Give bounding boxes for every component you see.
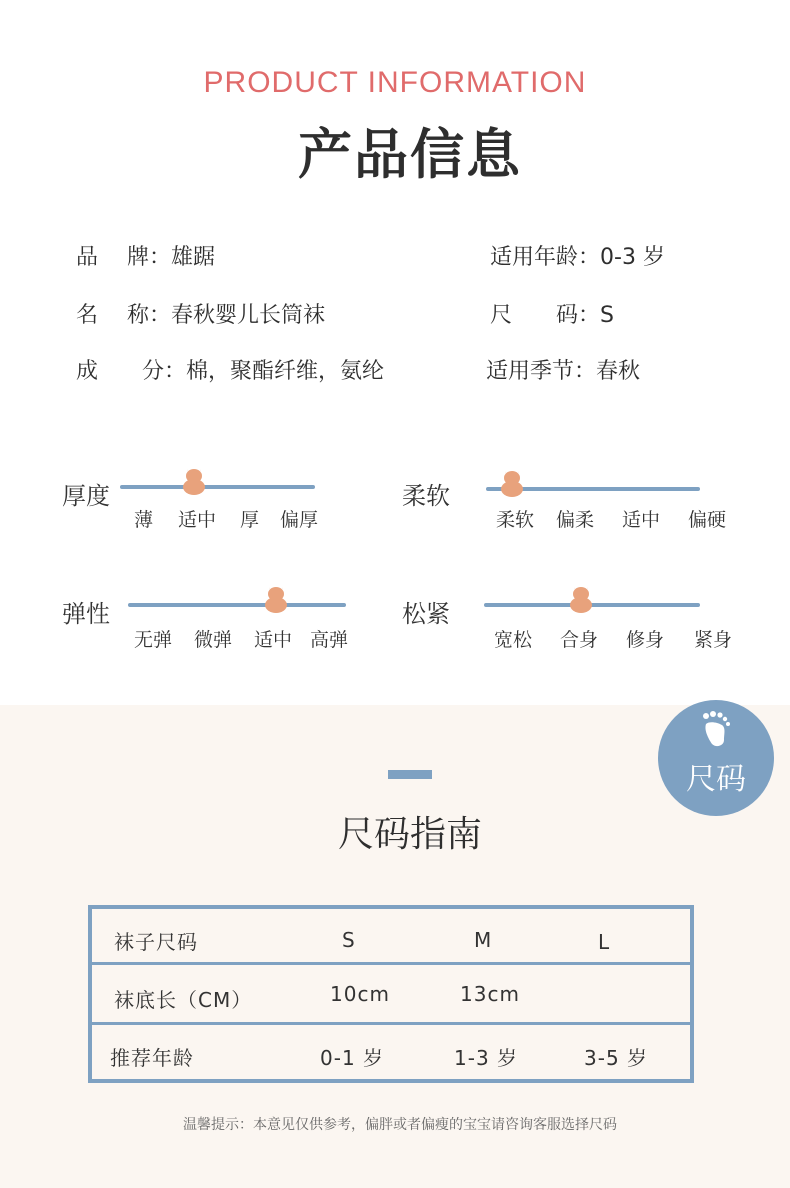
age-label: 适用年龄：: [490, 245, 601, 270]
brand-row: [76, 240, 215, 271]
size-guide-title: 尺码指南: [337, 814, 482, 855]
thickness-label: 厚度: [62, 482, 110, 510]
material-label: 成 分：: [76, 359, 187, 384]
name-label: 名 称：: [76, 303, 171, 328]
table-cell: 0-1 岁: [320, 1046, 385, 1070]
table-header-cell: M: [474, 928, 493, 952]
size-badge-label: 尺码: [686, 762, 746, 797]
softness-tick-2: 偏柔: [556, 509, 595, 531]
age-row: [490, 240, 665, 271]
size-row: [490, 298, 614, 329]
age-value: 0-3 岁: [600, 245, 665, 270]
table-cell: 1-3 岁: [454, 1046, 519, 1070]
season-row: [486, 354, 640, 385]
table-header-cell: S: [342, 928, 356, 952]
tightness-tick-4: 紧身: [694, 629, 733, 651]
size-label: 尺 码：: [490, 303, 601, 328]
size-value: S: [600, 303, 614, 328]
elasticity-tick-1: 无弹: [134, 629, 173, 651]
elasticity-tick-4: 高弹: [310, 629, 349, 651]
softness-tick-3: 适中: [622, 509, 661, 531]
material-row: [76, 354, 384, 385]
brand-value: 雄踞: [171, 245, 216, 270]
table-header-cell: 袜子尺码: [114, 930, 198, 954]
table-cell: 袜底长（CM）: [114, 988, 253, 1012]
tightness-label: 松紧: [402, 600, 450, 628]
table-cell: 13cm: [460, 982, 520, 1006]
softness-label: 柔软: [402, 482, 450, 510]
table-cell: 3-5 岁: [584, 1046, 649, 1070]
softness-bear-icon: [496, 465, 528, 497]
elasticity-tick-2: 微弹: [194, 629, 233, 651]
thickness-track: [120, 485, 315, 489]
size-tip: 温馨提示：本意见仅供参考，偏胖或者偏瘦的宝宝请咨询客服选择尺码: [183, 1117, 617, 1133]
tightness-tick-3: 修身: [626, 629, 665, 651]
tightness-bear-icon: [565, 581, 597, 613]
elasticity-bear-icon: [260, 581, 292, 613]
table-header-cell: L: [598, 930, 611, 954]
softness-tick-4: 偏硬: [688, 509, 727, 531]
table-cell: 10cm: [330, 982, 390, 1006]
table-divider: [88, 1022, 694, 1025]
thickness-tick-2: 适中: [178, 509, 217, 531]
thickness-tick-1: 薄: [134, 509, 154, 531]
thickness-bear-icon: [178, 463, 210, 495]
thickness-tick-4: 偏厚: [280, 509, 319, 531]
tightness-tick-1: 宽松: [494, 629, 533, 651]
elasticity-tick-3: 适中: [254, 629, 293, 651]
softness-tick-1: 柔软: [496, 509, 535, 531]
elasticity-label: 弹性: [62, 600, 110, 628]
material-value: 棉，聚酯纤维，氨纶: [186, 359, 385, 384]
name-value: 春秋婴儿长筒袜: [171, 303, 326, 328]
eyebrow-title: PRODUCT INFORMATION: [203, 66, 587, 99]
name-row: [76, 298, 325, 329]
brand-label: 品 牌：: [76, 245, 171, 270]
season-value: 春秋: [596, 359, 641, 384]
section-divider: [388, 770, 432, 779]
table-cell: 推荐年龄: [110, 1046, 194, 1070]
page-title: 产品信息: [298, 123, 522, 186]
foot-icon: [700, 710, 732, 748]
table-divider: [88, 962, 694, 965]
tightness-tick-2: 合身: [560, 629, 599, 651]
season-label: 适用季节：: [486, 359, 597, 384]
thickness-tick-3: 厚: [240, 509, 260, 531]
elasticity-track: [128, 603, 346, 607]
